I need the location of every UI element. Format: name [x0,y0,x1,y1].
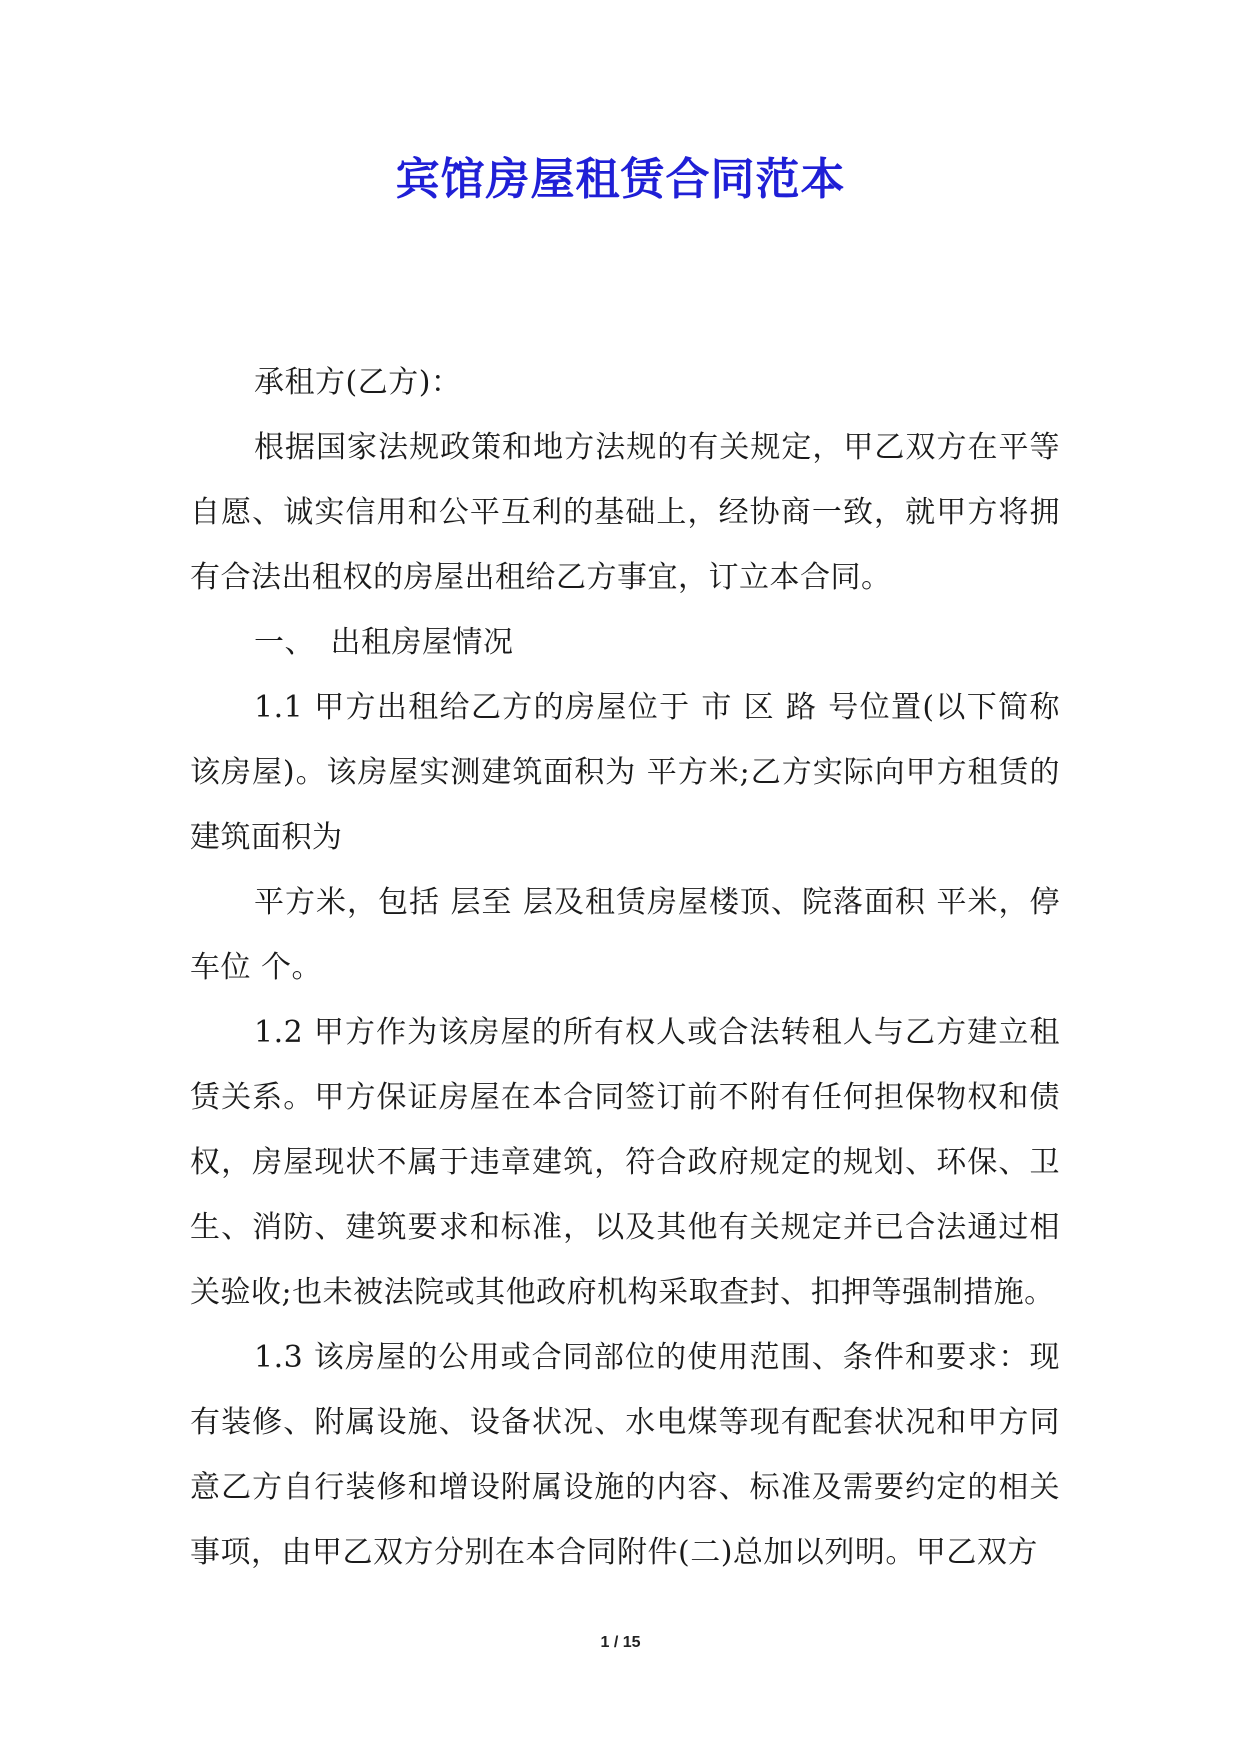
page-number: 1 / 15 [600,1634,641,1651]
document-body [190,350,1060,1585]
paragraph-clause-1-2: 1.2 甲方作为该房屋的所有权人或合法转租人与乙方建立租赁关系。甲方保证房屋在本合同签订前不附有任何担保物权和债权，房屋现状不属于违章建筑，符合政府规定的规划、环保、卫生、消防、建筑要求和标准，以及其他有关规定并已合法通过相关验收;也未被法院或其他政府机构采取查封、扣押等强制措施。 [190,1015,1060,1310]
paragraph-clause-1-3: 1.3 该房屋的公用或合同部位的使用范围、条件和要求：现有装修、附属设施、设备状况、水电煤等现有配套状况和甲方同意乙方自行装修和增设附属设施的内容、标准及需要约定的相关事项，由甲乙双方分别在本合同附件(二)总加以列明。甲乙双方 [190,1340,1060,1570]
paragraph-clause-1-1-continued: 平方米，包括 层至 层及租赁房屋楼顶、院落面积 平米，停车位 个。 [190,885,1060,985]
document-title: 宾馆房屋租赁合同范本 [395,154,846,205]
paragraph-lessee: 承租方(乙方)： [254,365,462,400]
paragraph-clause-1-1: 1.1 甲方出租给乙方的房屋位于 市 区 路 号位置(以下简称该房屋)。该房屋实测建筑面积为 平方米;乙方实际向甲方租赁的建筑面积为 [190,690,1060,855]
paragraph-preamble: 根据国家法规政策和地方法规的有关规定，甲乙双方在平等自愿、诚实信用和公平互利的基础上，经协商一致，就甲方将拥有合法出租权的房屋出租给乙方事宜，订立本合同。 [190,430,1060,595]
section-heading-1: 一、 出租房屋情况 [254,625,514,660]
